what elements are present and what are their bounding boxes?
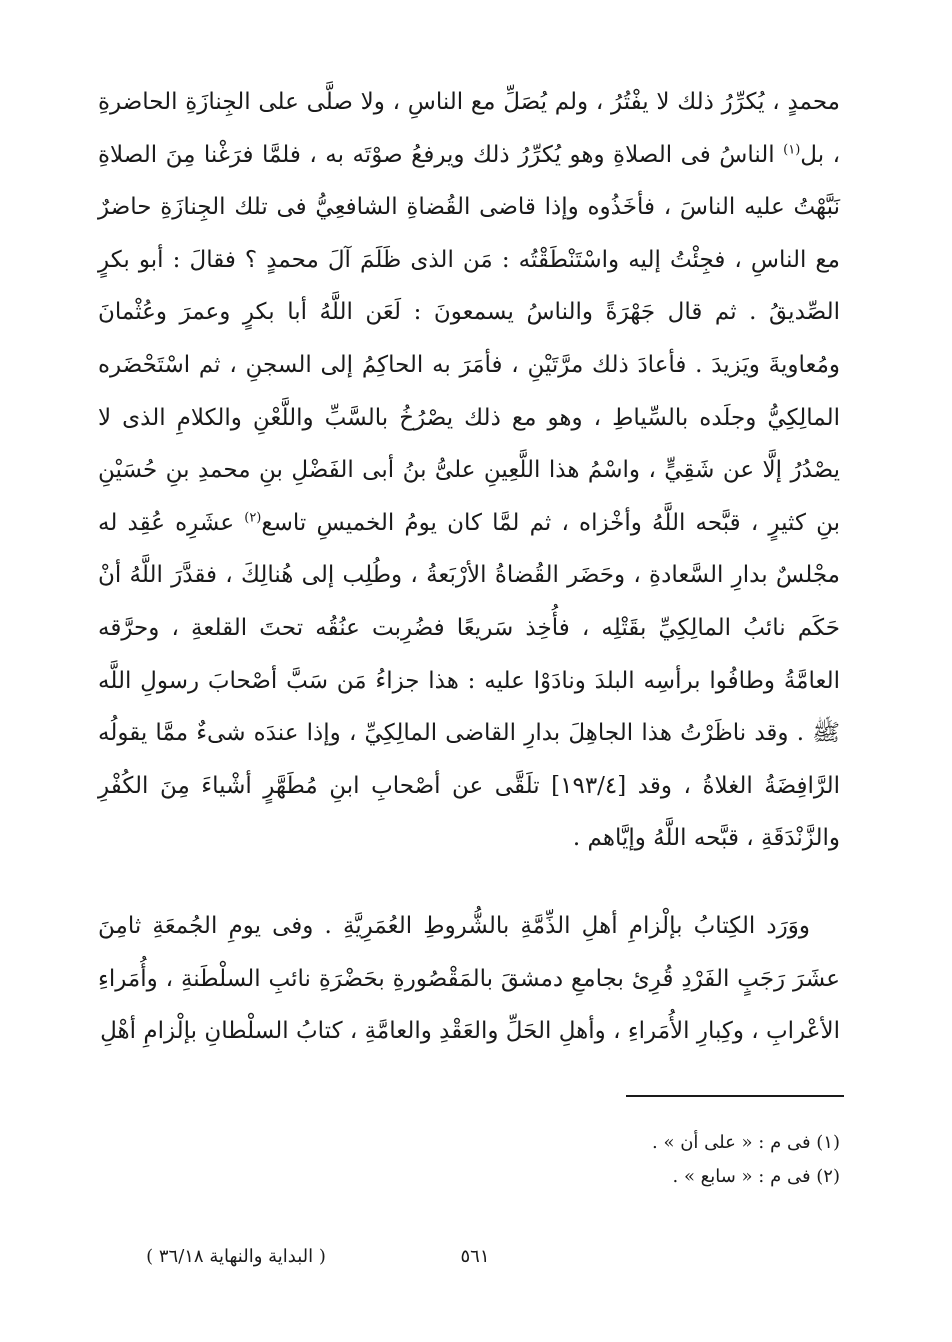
paragraph-text-part-3: عشَرِه عُقِد له مجْلسٌ بدارِ السَّعادةِ ، وحَضَر القُضاةُ الأرْبَعةُ ، وطُلِب إلى هُنالِكَ ، فقدَّرَ اللَّهُ أنْ حَكَم نائبُ المالِكِيِّ بقَتْلِه ، فأُخِذ سَريعًا فضُرِبت عنُقُه تحتَ القلعةِ ، وحرَّقه العامَّةُ وطافُوا برأسِه البلدَ ونادَوْا عليه : هذا جزاءُ مَن سَبَّ أصْحابَ رسولِ اللَّه ﷺ . وقد ناظَرْتُ هذا الجاهِلَ بدارِ القاضى المالِكِيِّ ، وإذا عندَه شىءٌ ممَّا يقولُه الرَّافِضَةُ الغلاةُ ، وقد [١٩٣/٤] تلَقَّى عن أصْحابِ ابنِ مُطَهَّرٍ أشْياءَ مِنَ الكُفْرِ والزَّنْدَقَةِ ، قبَّحه اللَّهُ وإيَّاهم . — [98, 509, 840, 852]
paragraph-text-part-2: الناسُ فى الصلاةِ وهو يُكرِّرُ ذلك ويرفعُ صوْتَه به ، فلمَّا فرَغْنا مِنَ الصلاةِ نَبَّهْتُ عليه الناسَ ، فأخَذُوه وإذا قاضى القُضاةِ الشافعِيُّ فى تلك الجِنازَةِ حاضرٌ مع الناسِ ، فجِئْتُ إليه واسْتَنْطَقْتُه : مَن الذى ظَلَمَ آلَ محمدٍ ؟ فقالَ : أبو بكرٍ الصِّديقُ . ثم قال جَهْرَةً والناسُ يسمعونَ : لَعَن اللَّهُ أبا بكرٍ وعمرَ وعُثْمانَ ومُعاويةَ ويَزيدَ . فأعادَ ذلك مرَّتَيْنِ ، فأمَرَ به الحاكِمُ إلى السجنِ ، ثم اسْتَحْضَره المالِكِيُّ وجلَده بالسِّياطِ ، وهو مع ذلك يصْرُخُ بالسَّبِّ واللَّعْنِ والكلامِ الذى لا يصْدُرُ إلَّا عن شَقِيٍّ ، واسْمُ هذا اللَّعِينِ علىُّ بنُ أبى الفَضْلِ بنِ محمدِ بنِ حُسَيْنِ بنِ كثيرٍ ، قبَّحه اللَّهُ وأخْزاه ، ثم لمَّا كان يومُ الخميسِ تاسع — [98, 141, 840, 536]
body-paragraph-2: ووَرَد الكِتابُ بإلْزامِ أهلِ الذِّمَّةِ بالشُّروطِ العُمَرِيَّةِ . وفى يومِ الجُمعَةِ ثامِنَ عشَرَ رَجَبٍ الفَرْدِ قُرِئ بجامعِ دمشقَ بالمَقْصُورةِ بحَضْرَةِ نائبِ السلْطَنةِ ، وأُمَراءِ الأعْرابِ ، وكِبارِ الأُمَراءِ ، وأهلِ الحَلِّ والعَقْدِ والعامَّةِ ، كتابُ السلْطانِ بإلْزامِ أهْلِ — [98, 913, 840, 1045]
footnote-reference-1: (١) — [783, 141, 801, 157]
body-paragraph-1 — [98, 76, 840, 865]
footnote-item-2: (٢) فى م : « سابع » . — [672, 1166, 840, 1187]
footnote-reference-2: (٢) — [244, 510, 262, 526]
source-reference: ( البداية والنهاية ٣٦/١٨ ) — [146, 1246, 326, 1267]
page-number: ٥٦١ — [460, 1246, 490, 1267]
footnote-item-1: (١) فى م : « على أن » . — [652, 1132, 840, 1153]
footnotes-list — [500, 1126, 840, 1194]
paragraph-text-part-1: محمدٍ ، يُكرِّرُ ذلك لا يفْتُرُ ، ولم يُصَلِّ مع الناسِ ، ولا صلَّى على الجِنازَةِ الحاضرةِ ، بل — [98, 89, 840, 168]
footnote-divider — [626, 1095, 844, 1097]
